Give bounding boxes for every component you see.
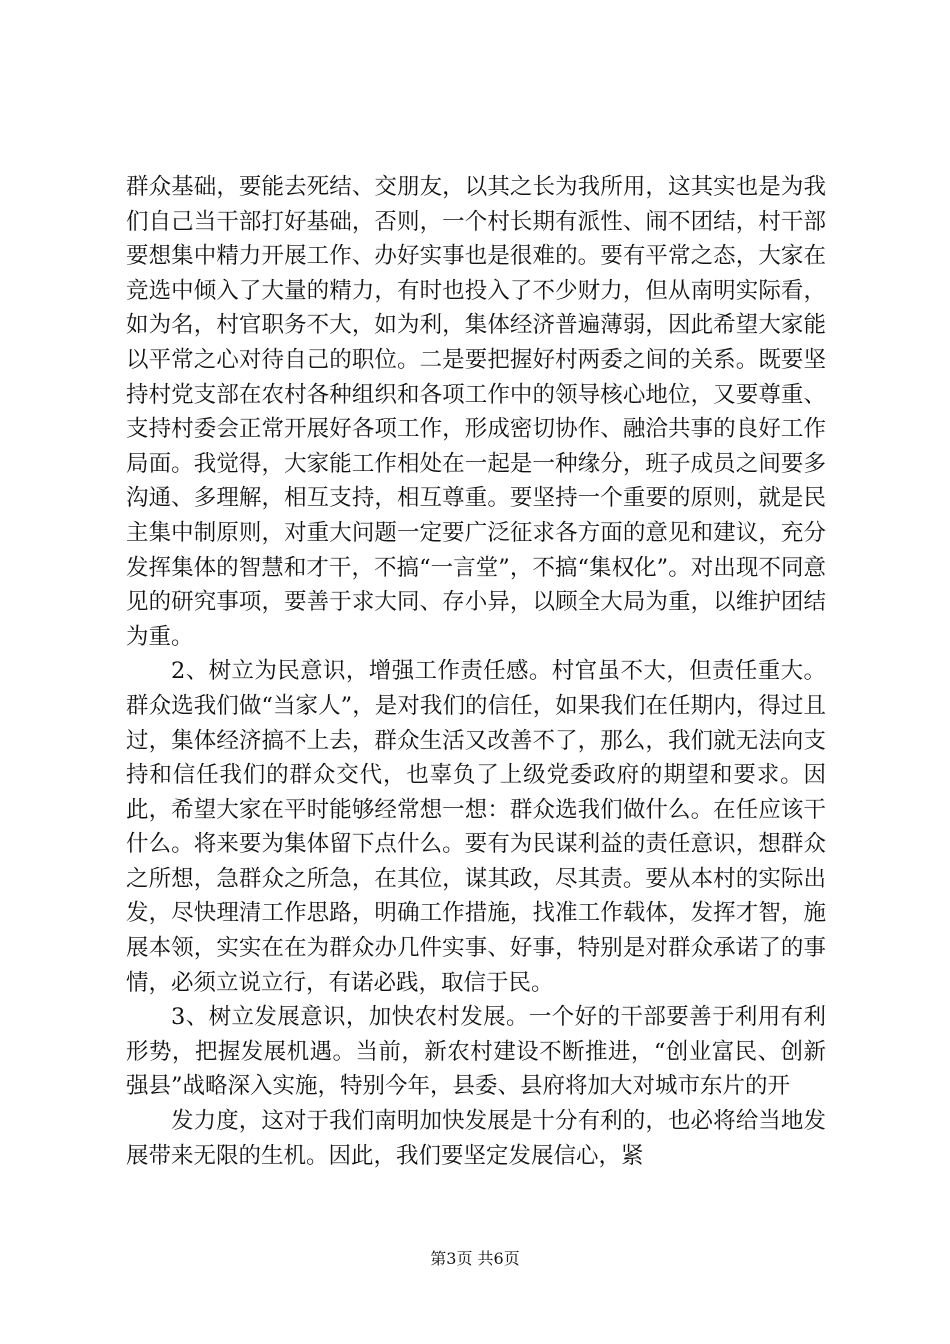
document-body <box>126 170 826 1173</box>
paragraph-4: 发力度，这对于我们南明加快发展是十分有利的，也必将给当地发展带来无限的生机。因此，我们要坚定发展信心，紧 <box>126 1108 826 1169</box>
paragraph-1: 群众基础，要能去死结、交朋友，以其之长为我所用，这其实也是为我们自己当干部打好基础，否则，一个村长期有派性、闹不团结，村干部要想集中精力开展工作、办好实事也是很难的。要有平常之态，大家在竞选中倾入了大量的精力，有时也投入了不少财力，但从南明实际看，如为名，村官职务不大，如为利，集体经济普遍薄弱，因此希望大家能以平常之心对待自己的职位。二是要把握好村两委之间的关系。既要坚持村党支部在农村各种组织和各项工作中的领导核心地位，又要尊重、支持村委会正常开展好各项工作，形成密切协作、融洽共事的良好工作局面。我觉得，大家能工作相处在一起是一种缘分，班子成员之间要多沟通、多理解，相互支持，相互尊重。要坚持一个重要的原则，就是民主集中制原则，对重大问题一定要广泛征求各方面的意见和建议，充分发挥集体的智慧和才干，不搞“一言堂”，不搞“集权化”。对出现不同意见的研究事项，要善于求大同、存小异，以顾全大局为重，以维护团结为重。 <box>126 174 826 650</box>
paragraph-3: 3、树立发展意识，加快农村发展。一个好的干部要善于利用有利形势，把握发展机遇。当前，新农村建设不断推进，“创业富民、创新强县”战略深入实施，特别今年，县委、县府将加大对城市东片的开 <box>126 1004 826 1100</box>
page-number: 第3页 共6页 <box>430 1249 520 1268</box>
paragraph-2: 2、树立为民意识，增强工作责任感。村官虽不大，但责任重大。群众选我们做“当家人”，是对我们的信任，如果我们在任期内，得过且过，集体经济搞不上去，群众生活又改善不了，那么，我们就无法向支持和信任我们的群众交代，也辜负了上级党委政府的期望和要求。因此，希望大家在平时能够经常想一想：群众选我们做什么。在任应该干什么。将来要为集体留下点什么。要有为民谋利益的责任意识，想群众之所想，急群众之所急，在其位，谋其政，尽其责。要从本村的实际出发，尽快理清工作思路，明确工作措施，找准工作载体，发挥才智，施展本领，实实在在为群众办几件实事、好事，特别是对群众承诺了的事情，必须立说立行，有诺必践，取信于民。 <box>126 658 826 996</box>
